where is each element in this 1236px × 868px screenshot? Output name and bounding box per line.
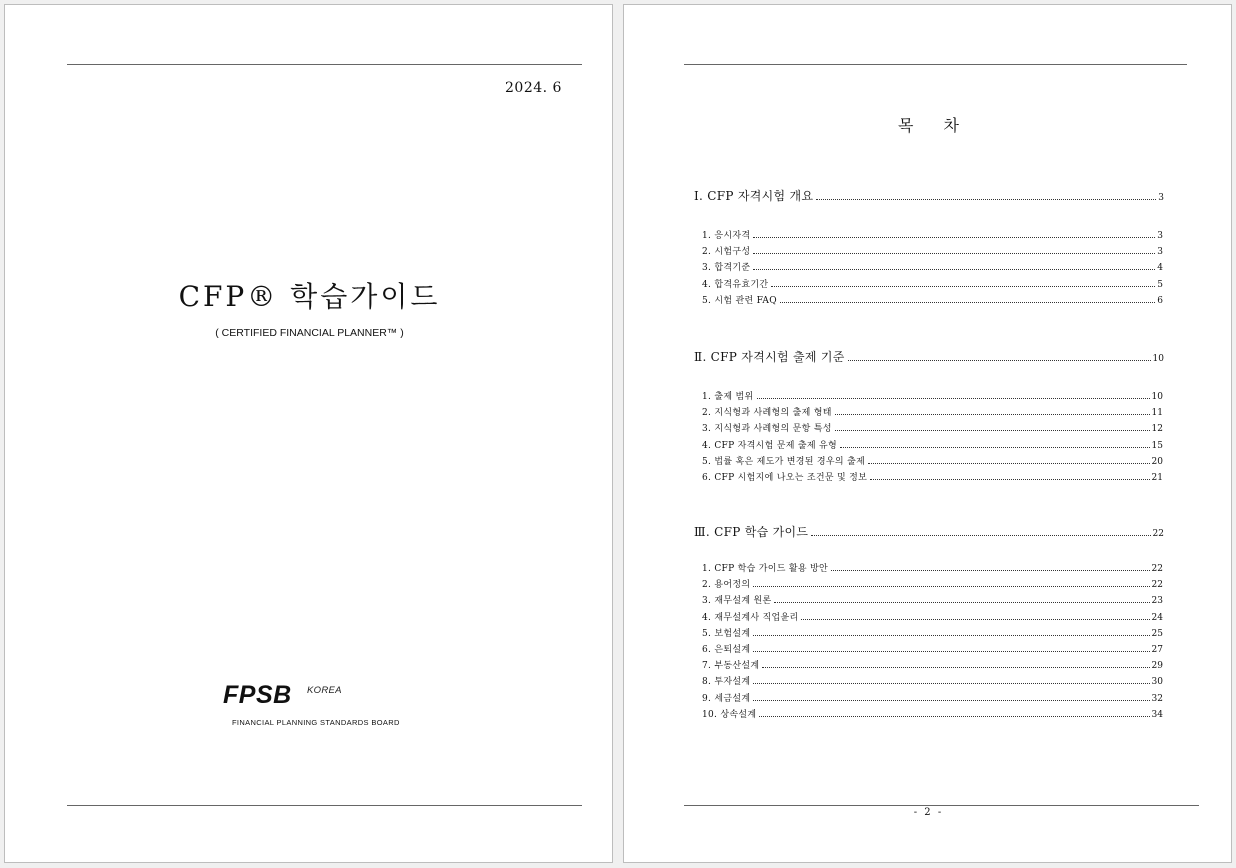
toc-section-page: 22 — [1152, 529, 1164, 539]
bottom-rule — [684, 805, 1199, 806]
toc-item-label: 6. CFP 시험지에 나오는 조건문 및 정보 — [702, 473, 868, 483]
logo-wordmark: FPSB — [223, 681, 292, 709]
toc-item-page: 22 — [1151, 564, 1163, 574]
toc-item-label: 1. CFP 학습 가이드 활용 방안 — [702, 564, 829, 574]
toc-item-label: 3. 합격기준 — [702, 263, 751, 274]
toc-item-label: 9. 세금설계 — [702, 693, 751, 704]
toc-leader — [753, 700, 1149, 701]
toc-leader — [816, 199, 1156, 200]
toc-item[interactable] — [702, 277, 1163, 290]
toc-page — [623, 4, 1232, 863]
toc-item[interactable] — [702, 593, 1163, 606]
toc-leader — [835, 430, 1150, 431]
toc-item[interactable] — [702, 674, 1163, 687]
toc-leader — [753, 683, 1149, 684]
toc-item-label: 1. 출제 범위 — [702, 392, 754, 402]
toc-leader — [753, 253, 1155, 254]
toc-leader — [753, 237, 1155, 238]
toc-item-page: 34 — [1151, 709, 1163, 720]
toc-item-page: 5 — [1157, 279, 1163, 290]
bottom-rule — [67, 805, 582, 806]
toc-item-page: 25 — [1151, 628, 1163, 639]
cover-subtitle: ( CERTIFIED FINANCIAL PLANNER™ ) — [215, 327, 404, 339]
toc-item-page: 29 — [1151, 661, 1163, 672]
toc-item-page: 32 — [1151, 693, 1163, 704]
toc-item[interactable] — [702, 293, 1163, 306]
toc-item-page: 4 — [1157, 263, 1163, 274]
toc-item-label: 5. 보험설계 — [702, 628, 751, 639]
cover-date: 2024. 6 — [505, 80, 562, 96]
toc-item-page: 27 — [1151, 645, 1163, 655]
toc-item[interactable] — [702, 405, 1163, 418]
toc-item-page: 3 — [1157, 231, 1163, 241]
toc-item[interactable] — [702, 421, 1163, 434]
toc-leader — [868, 463, 1149, 464]
toc-item-page: 22 — [1151, 580, 1163, 591]
toc-section-page: 10 — [1152, 354, 1164, 364]
toc-leader — [771, 286, 1155, 287]
toc-item[interactable] — [702, 228, 1163, 241]
cover-page — [4, 4, 613, 863]
toc-item-page: 30 — [1151, 677, 1163, 688]
toc-item[interactable] — [702, 642, 1163, 655]
toc-item[interactable] — [702, 658, 1163, 671]
toc-item-page: 6 — [1157, 295, 1163, 306]
toc-title: 목차 — [898, 116, 989, 135]
toc-section[interactable] — [694, 523, 1164, 540]
toc-section[interactable] — [694, 348, 1164, 365]
toc-item-label: 2. 용어정의 — [702, 580, 751, 591]
toc-item[interactable] — [702, 438, 1163, 451]
toc-leader — [774, 602, 1149, 603]
toc-item-page: 21 — [1151, 473, 1163, 483]
toc-item-label: 2. 시험구성 — [702, 247, 751, 258]
toc-leader — [840, 447, 1150, 448]
fpsb-logo — [223, 681, 400, 727]
toc-item[interactable] — [702, 389, 1163, 402]
toc-section-label: Ⅰ. CFP 자격시험 개요 — [694, 189, 814, 203]
toc-item[interactable] — [702, 470, 1163, 483]
toc-leader — [753, 269, 1155, 270]
logo-board-text: FINANCIAL PLANNING STANDARDS BOARD — [232, 718, 400, 727]
toc-leader — [759, 716, 1149, 717]
toc-item-page: 23 — [1151, 596, 1163, 607]
toc-item[interactable] — [702, 244, 1163, 257]
toc-leader — [835, 414, 1150, 415]
toc-item-page: 10 — [1151, 392, 1163, 402]
toc-leader — [801, 619, 1149, 620]
toc-item-label: 3. 지식형과 사례형의 문항 특성 — [702, 424, 832, 435]
toc-leader — [848, 360, 1151, 361]
page-number: - 2 - — [913, 807, 944, 818]
toc-section-label: Ⅱ. CFP 자격시험 출제 기준 — [694, 350, 845, 364]
toc-leader — [753, 651, 1149, 652]
toc-item[interactable] — [702, 610, 1163, 623]
toc-item-label: 1. 응시자격 — [702, 231, 751, 241]
toc-item-label: 4. 합격유효기간 — [702, 279, 769, 290]
toc-leader — [811, 535, 1150, 536]
toc-leader — [780, 302, 1155, 303]
toc-item-page: 12 — [1151, 424, 1163, 435]
top-rule — [67, 64, 582, 65]
toc-item-label: 2. 지식형과 사례형의 출제 형태 — [702, 408, 832, 419]
toc-leader — [753, 586, 1149, 587]
toc-item-label: 4. CFP 자격시험 문제 출제 유형 — [702, 440, 838, 451]
toc-item[interactable] — [702, 577, 1163, 590]
toc-item-label: 3. 재무설계 원론 — [702, 596, 772, 607]
toc-item[interactable] — [702, 626, 1163, 639]
logo-korea: KOREA — [307, 685, 342, 696]
toc-item-label: 10. 상속설계 — [702, 709, 757, 720]
toc-item-page: 11 — [1151, 408, 1163, 419]
toc-item-page: 20 — [1151, 456, 1163, 467]
cover-title: CFP® 학습가이드 — [178, 280, 441, 313]
toc-item-label: 5. 법률 혹은 제도가 변경된 경우의 출제 — [702, 456, 866, 467]
toc-item[interactable] — [702, 561, 1163, 574]
toc-item-label: 6. 은퇴설계 — [702, 645, 751, 655]
toc-item[interactable] — [702, 260, 1163, 273]
toc-item-page: 3 — [1157, 247, 1163, 258]
toc-item-label: 4. 재무설계사 직업윤리 — [702, 612, 799, 623]
toc-item-label: 8. 투자설계 — [702, 677, 751, 688]
toc-item-page: 24 — [1151, 612, 1163, 623]
toc-section-label: Ⅲ. CFP 학습 가이드 — [694, 525, 809, 539]
toc-leader — [831, 570, 1150, 571]
toc-leader — [762, 667, 1149, 668]
toc-section-page: 3 — [1158, 193, 1164, 203]
top-rule — [684, 64, 1187, 65]
toc-item[interactable] — [702, 454, 1163, 467]
toc-item-label: 5. 시험 관련 FAQ — [702, 295, 777, 306]
toc-item-label: 7. 부동산설계 — [702, 661, 760, 672]
toc-item[interactable] — [702, 691, 1163, 704]
toc-item[interactable] — [702, 707, 1163, 720]
toc-section[interactable] — [694, 187, 1164, 204]
toc-leader — [753, 635, 1149, 636]
toc-item-page: 15 — [1151, 440, 1163, 451]
toc-leader — [870, 479, 1149, 480]
toc-leader — [757, 398, 1150, 399]
